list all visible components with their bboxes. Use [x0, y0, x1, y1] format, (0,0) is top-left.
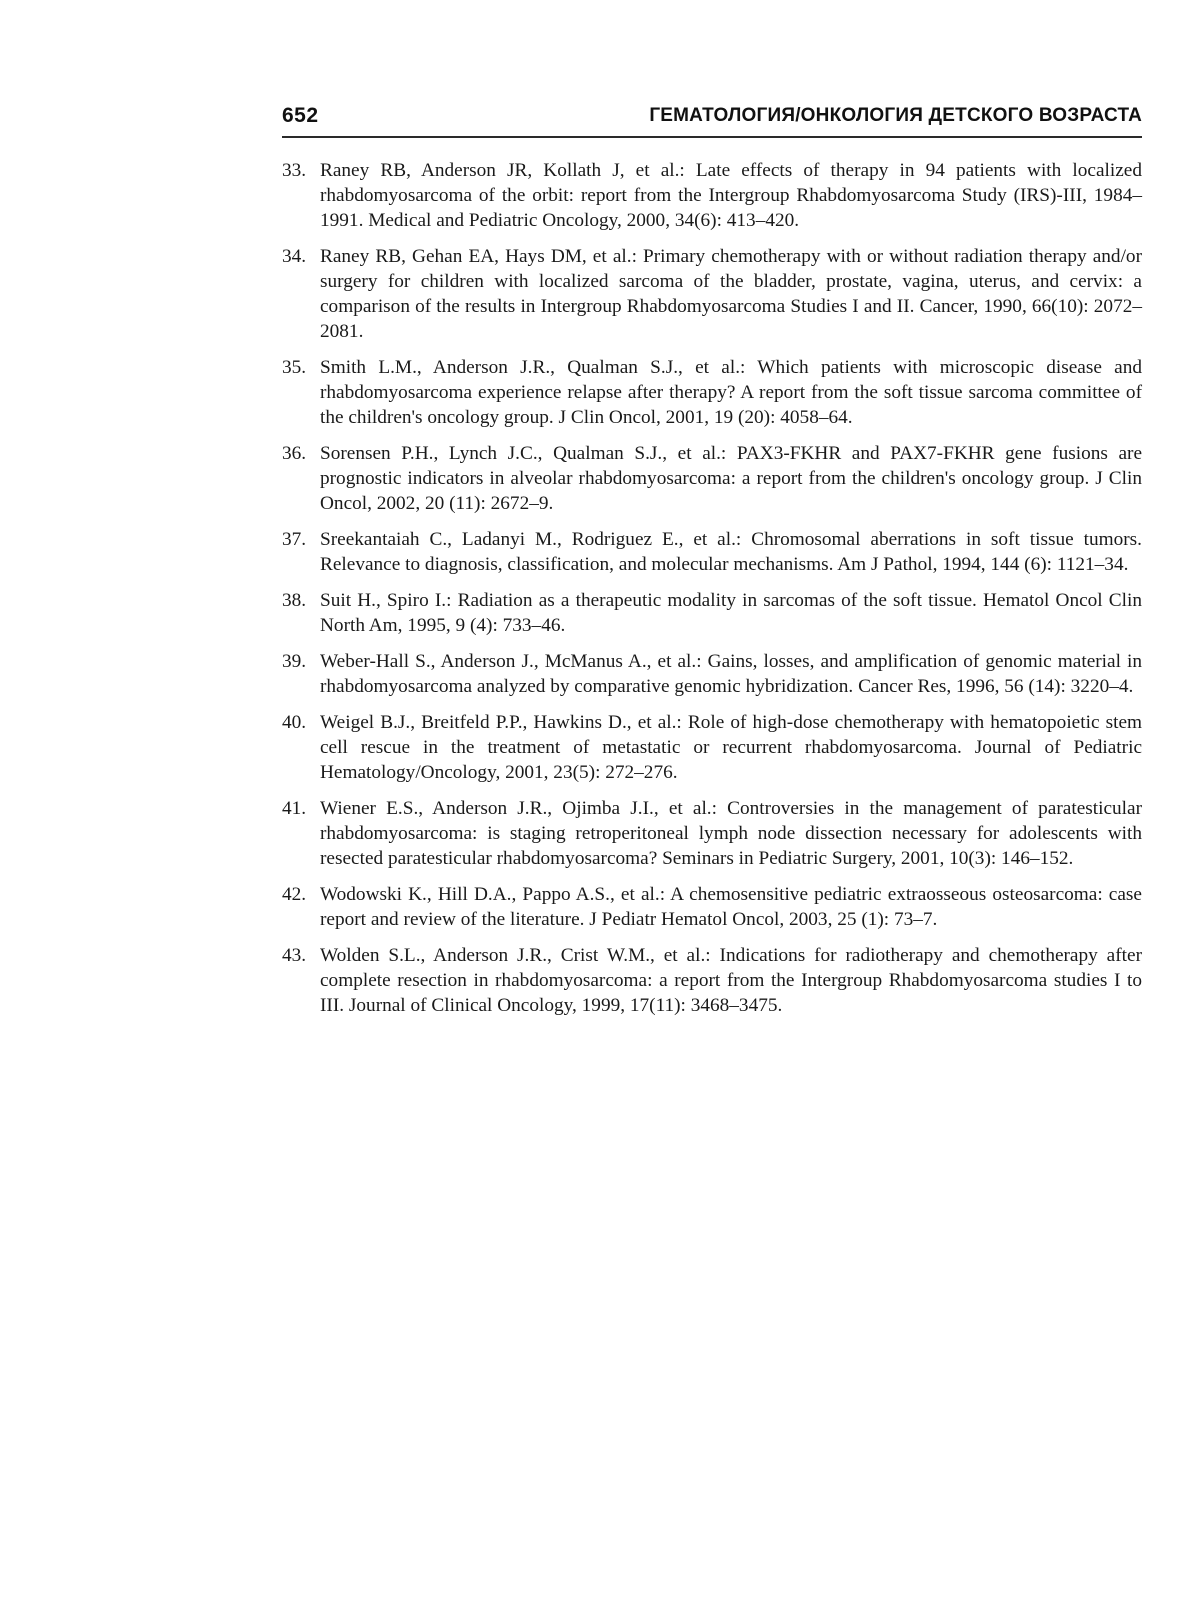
- reference-item: [282, 355, 1142, 430]
- reference-text: Wolden S.L., Anderson J.R., Crist W.M., et al.: Indications for radiotherapy and chemotherapy after complete resection in rhabdomyosarcoma: a report from the Intergroup Rhabdomyosarcoma studies I to III. Journal of Clinical Oncology, 1999, 17(11): 3468–3475.: [320, 945, 1142, 1016]
- reference-item: [282, 943, 1142, 1018]
- reference-text: Weber-Hall S., Anderson J., McManus A., et al.: Gains, losses, and amplification of genomic material in rhabdomyosarcoma analyzed by comparative genomic hybridization. Cancer Res, 1996, 56 (14): 3220–4.: [320, 651, 1142, 697]
- reference-text: Suit H., Spiro I.: Radiation as a therapeutic modality in sarcomas of the soft tissue. Hematol Oncol Clin North Am, 1995, 9 (4): 733–46.: [320, 590, 1142, 636]
- reference-text: Wodowski K., Hill D.A., Pappo A.S., et al.: A chemosensitive pediatric extraosseous osteosarcoma: case report and review of the literature. J Pediatr Hematol Oncol, 2003, 25 (1): 73–7.: [320, 884, 1142, 930]
- reference-item: [282, 649, 1142, 699]
- reference-text: Wiener E.S., Anderson J.R., Ojimba J.I., et al.: Controversies in the management of paratesticular rhabdomyosarcoma: is staging retroperitoneal lymph node dissection necessary for adolescents with resected paratesticular rhabdomyosarcoma? Seminars in Pediatric Surgery, 2001, 10(3): 146–152.: [320, 798, 1142, 869]
- header-rule: [282, 136, 1142, 138]
- reference-item: [282, 882, 1142, 932]
- reference-item: [282, 796, 1142, 871]
- running-title: ГЕМАТОЛОГИЯ/ОНКОЛОГИЯ ДЕТСКОГО ВОЗРАСТА: [649, 105, 1142, 126]
- page-number: 652: [282, 104, 319, 127]
- reference-item: [282, 527, 1142, 577]
- reference-number: 43.: [282, 945, 307, 966]
- reference-text: Sorensen P.H., Lynch J.C., Qualman S.J., et al.: PAX3-FKHR and PAX7-FKHR gene fusions are prognostic indicators in alveolar rhabdomyosarcoma: a report from the children's oncology group. J Clin Oncol, 2002, 20 (11): 2672–9.: [320, 443, 1142, 514]
- reference-item: [282, 244, 1142, 344]
- reference-number: 39.: [282, 651, 307, 672]
- reference-list: [282, 158, 1142, 1029]
- reference-number: 41.: [282, 798, 307, 819]
- reference-item: [282, 158, 1142, 233]
- reference-number: 42.: [282, 884, 307, 905]
- reference-number: 38.: [282, 590, 307, 611]
- reference-text: Raney RB, Gehan EA, Hays DM, et al.: Primary chemotherapy with or without radiation therapy and/or surgery for children with localized sarcoma of the bladder, prostate, vagina, uterus, and cervix: a comparison of the results in Intergroup Rhabdomyosarcoma Studies I and II. Cancer, 1990, 66(10): 2072–2081.: [320, 246, 1142, 342]
- reference-text: Weigel B.J., Breitfeld P.P., Hawkins D., et al.: Role of high-dose chemotherapy with hematopoietic stem cell rescue in the treatment of metastatic or recurrent rhabdomyosarcoma. Journal of Pediatric Hematology/Oncology, 2001, 23(5): 272–276.: [320, 712, 1142, 783]
- reference-number: 36.: [282, 443, 307, 464]
- reference-number: 40.: [282, 712, 307, 733]
- reference-number: 35.: [282, 357, 307, 378]
- reference-item: [282, 441, 1142, 516]
- reference-item: [282, 710, 1142, 785]
- reference-number: 37.: [282, 529, 307, 550]
- book-page: [282, 100, 1142, 134]
- reference-number: 34.: [282, 246, 307, 267]
- page-header: [282, 100, 1142, 134]
- reference-text: Sreekantaiah C., Ladanyi M., Rodriguez E., et al.: Chromosomal aberrations in soft tissue tumors. Relevance to diagnosis, classification, and molecular mechanisms. Am J Pathol, 1994, 144 (6): 1121–34.: [320, 529, 1142, 575]
- reference-number: 33.: [282, 160, 307, 181]
- reference-item: [282, 588, 1142, 638]
- reference-text: Raney RB, Anderson JR, Kollath J, et al.: Late effects of therapy in 94 patients with localized rhabdomyosarcoma of the orbit: report from the Intergroup Rhabdomyosarcoma Study (IRS)-III, 1984–1991. Medical and Pediatric Oncology, 2000, 34(6): 413–420.: [320, 160, 1142, 231]
- reference-text: Smith L.M., Anderson J.R., Qualman S.J., et al.: Which patients with microscopic disease and rhabdomyosarcoma experience relapse after therapy? A report from the soft tissue sarcoma committee of the children's oncology group. J Clin Oncol, 2001, 19 (20): 4058–64.: [320, 357, 1142, 428]
